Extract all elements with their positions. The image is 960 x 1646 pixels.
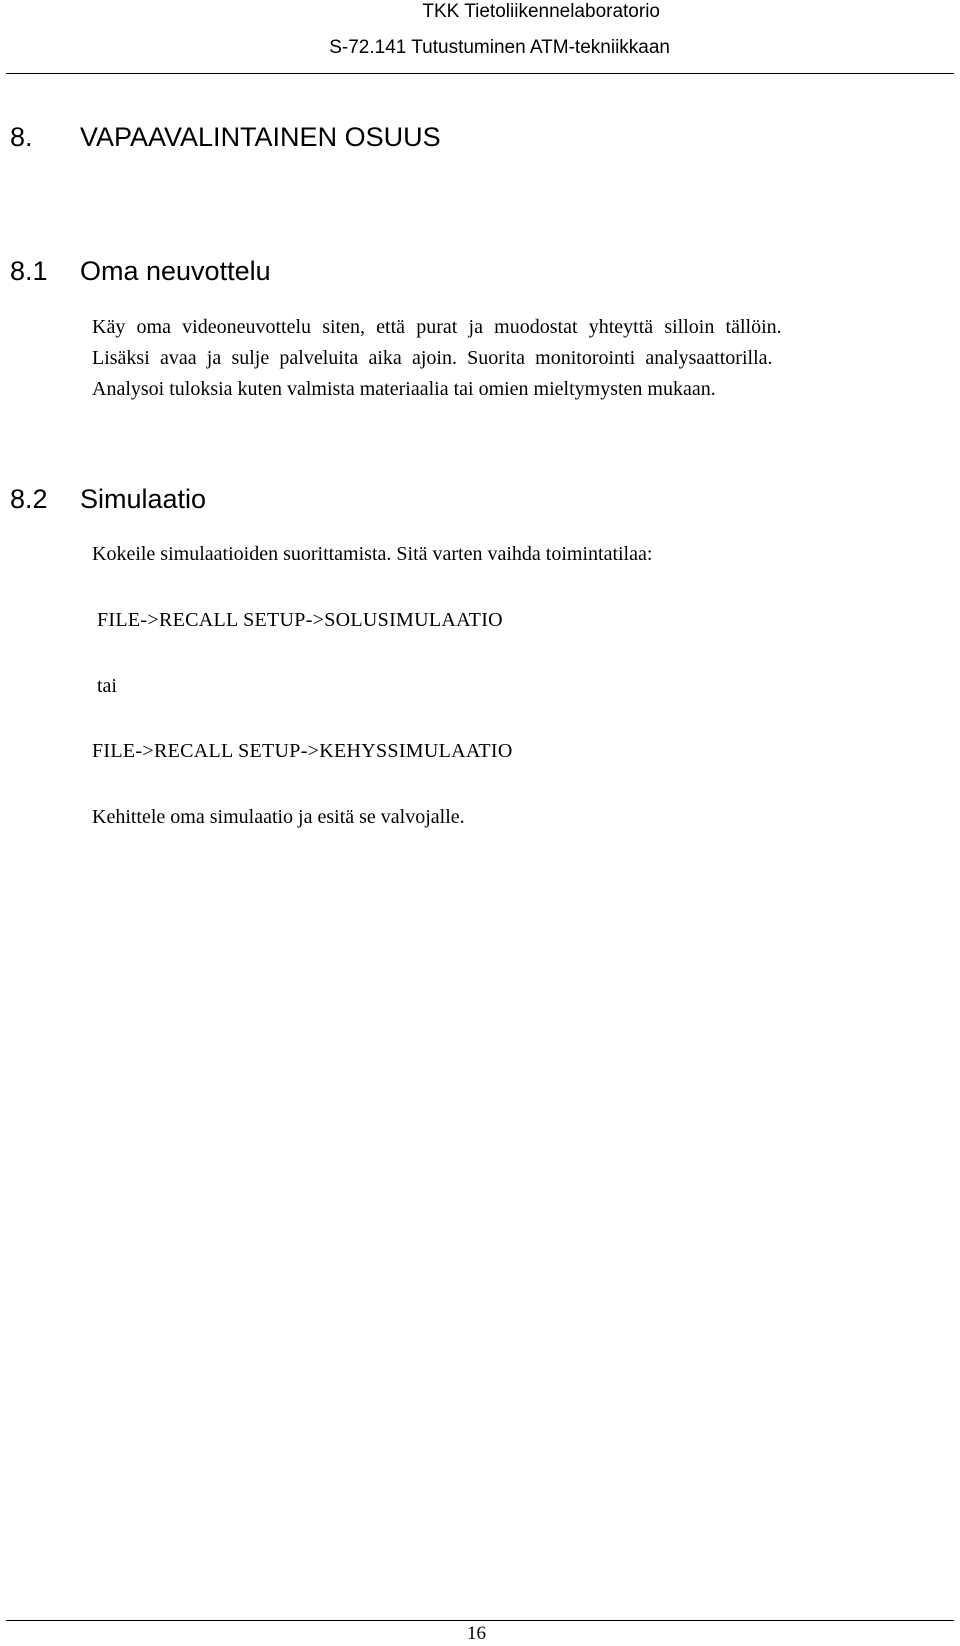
subsection-1-number: 8.1 (10, 256, 48, 286)
subsection-2-title: Simulaatio (80, 484, 207, 514)
header-course: S-72.141 Tutustuminen ATM-tekniikkaan (329, 37, 670, 58)
section-number: 8. (10, 122, 33, 152)
subsection-1-heading (10, 255, 271, 287)
paragraph-line: Lisäksi avaa ja sulje palveluita aika ajoin. Suorita monitorointi analysaattorilla. (92, 347, 773, 369)
paragraph-line: Käy oma videoneuvottelu siten, että purat ja muodostat yhteyttä silloin tällöin. (92, 316, 782, 338)
or-text: tai (97, 675, 117, 697)
simulation-intro: Kokeile simulaatioiden suorittamista. Sitä varten vaihda toimintatilaa: (92, 543, 653, 565)
subsection-2-heading (10, 483, 206, 515)
header-institution: TKK Tietoliikennelaboratorio (422, 1, 660, 22)
closing-instruction: Kehittele oma simulaatio ja esitä se valvojalle. (92, 806, 465, 828)
section-heading (10, 121, 441, 153)
subsection-2-number: 8.2 (10, 484, 48, 514)
header-divider (6, 73, 954, 74)
page-number: 16 (467, 1623, 486, 1644)
footer-divider (6, 1620, 954, 1621)
subsection-1-paragraph (92, 312, 932, 405)
command-frame-simulation: FILE->RECALL SETUP->KEHYSSIMULAATIO (92, 740, 513, 762)
command-cell-simulation: FILE->RECALL SETUP->SOLUSIMULAATIO (97, 609, 503, 631)
subsection-1-title: Oma neuvottelu (80, 256, 271, 286)
section-title: VAPAAVALINTAINEN OSUUS (80, 122, 441, 152)
paragraph-line: Analysoi tuloksia kuten valmista materiaalia tai omien mieltymysten mukaan. (92, 378, 716, 400)
